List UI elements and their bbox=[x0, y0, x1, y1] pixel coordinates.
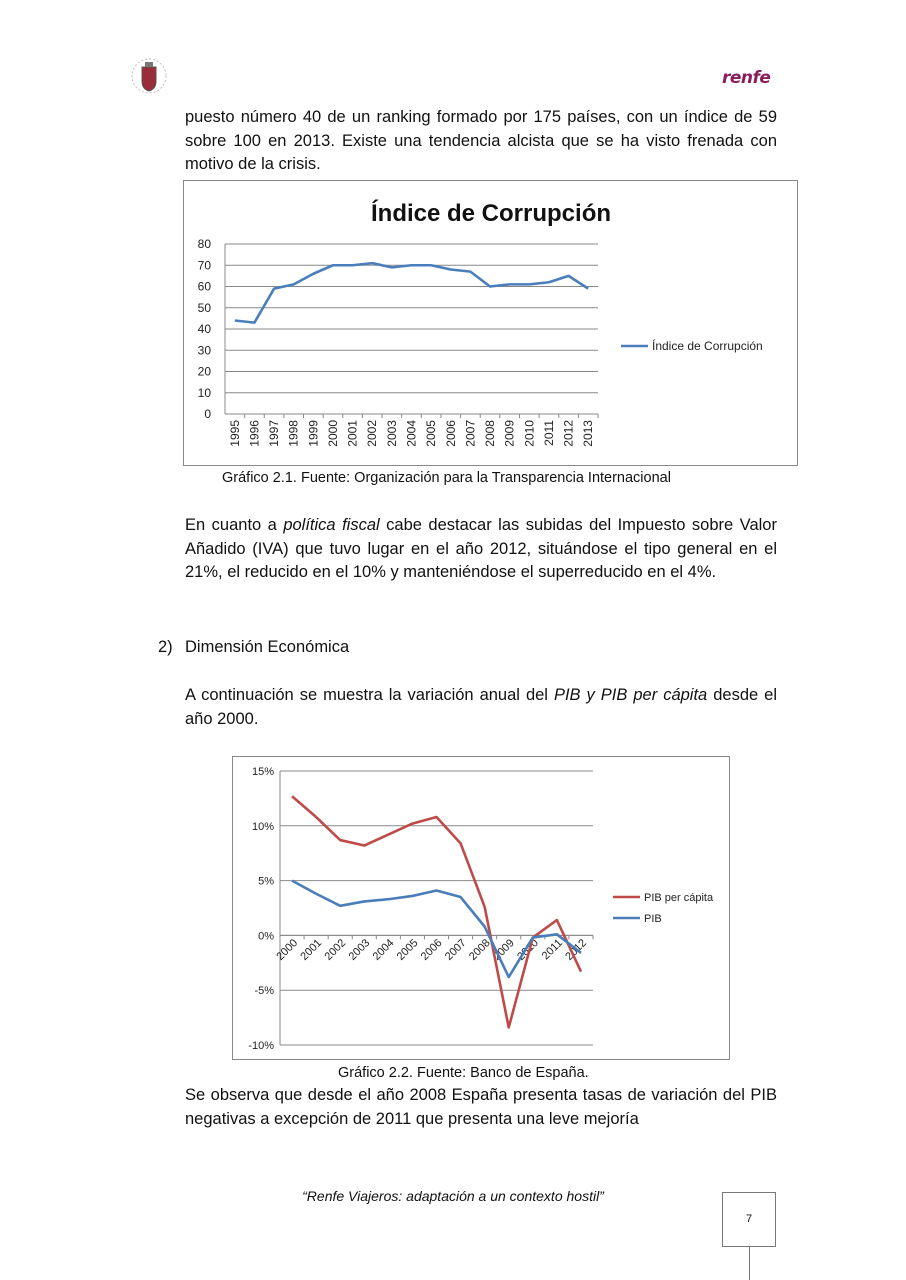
x-tick-label: 1998 bbox=[286, 420, 301, 447]
footer-quote: “Renfe Viajeros: adaptación a un contexto hostil” bbox=[302, 1188, 604, 1204]
x-tick-label: 2003 bbox=[346, 937, 373, 963]
x-tick-label: 2002 bbox=[365, 420, 380, 447]
y-tick-label: 80 bbox=[197, 237, 211, 251]
paragraph: Se observa que desde el año 2008 España presenta tasas de variación del PIB negativas a excepción de 2011 que presenta una leve mejoría bbox=[185, 1086, 777, 1128]
x-tick-label: 2010 bbox=[522, 420, 537, 447]
y-tick-label: 0% bbox=[258, 930, 274, 943]
chart-corruption-svg bbox=[184, 181, 797, 465]
x-tick-label: 2000 bbox=[325, 420, 340, 447]
y-tick-label: 10% bbox=[251, 820, 274, 833]
x-tick-label: 2009 bbox=[502, 420, 517, 447]
x-tick-label: 2007 bbox=[442, 937, 469, 963]
x-tick-label: 2004 bbox=[404, 420, 419, 447]
chart-title: Índice de Corrupción bbox=[370, 200, 612, 227]
x-tick-label: 2001 bbox=[345, 420, 360, 447]
legend-label: Índice de Corrupción bbox=[652, 339, 763, 353]
x-tick-label: 2007 bbox=[463, 420, 478, 447]
x-tick-label: 2011 bbox=[539, 937, 566, 963]
renfe-logo: renfe bbox=[722, 68, 771, 88]
text: cabe destacar las subidas del Impuesto sobre Valor Añadido (IVA) que tuvo lugar en el año 2012, situándose el tipo general en el 21%, el reducido en el 10% y manteniéndose el superreducido en el 4%. bbox=[185, 516, 777, 581]
y-tick-label: -10% bbox=[248, 1040, 274, 1052]
y-tick-label: 0 bbox=[204, 407, 211, 421]
x-tick-label: 1997 bbox=[267, 420, 282, 447]
x-tick-label: 2009 bbox=[491, 937, 517, 963]
chart-caption: Gráfico 2.1. Fuente: Organización para la Transparencia Internacional bbox=[222, 470, 671, 486]
y-tick-label: 50 bbox=[197, 300, 211, 315]
page-number: 7 bbox=[722, 1192, 776, 1247]
y-tick-label: 15% bbox=[251, 766, 274, 778]
text: A continuación se muestra la variación anual del bbox=[185, 686, 554, 704]
x-tick-label: 2012 bbox=[561, 420, 576, 447]
emphasis: política fiscal bbox=[283, 516, 380, 534]
chart-corruption bbox=[183, 180, 798, 466]
x-tick-label: 2003 bbox=[384, 420, 399, 447]
x-tick-label: 2000 bbox=[274, 937, 301, 963]
x-tick-label: 2001 bbox=[298, 937, 325, 963]
y-tick-label: 40 bbox=[197, 322, 211, 336]
x-tick-label: 2006 bbox=[418, 937, 445, 963]
y-tick-label: 5% bbox=[258, 875, 274, 888]
text: desde el año 2000. bbox=[185, 686, 778, 728]
x-tick-label: 1996 bbox=[247, 420, 262, 447]
x-tick-label: 2006 bbox=[443, 420, 458, 447]
text: En cuanto a bbox=[185, 516, 284, 534]
chart-caption: Gráfico 2.2. Fuente: Banco de España. bbox=[338, 1065, 589, 1081]
x-tick-label: 1995 bbox=[227, 420, 242, 447]
x-tick-label: 2011 bbox=[541, 420, 556, 446]
section-number: 2) bbox=[158, 638, 173, 656]
paragraph bbox=[185, 514, 777, 585]
x-tick-label: 2002 bbox=[322, 937, 349, 963]
y-tick-label: 30 bbox=[197, 343, 211, 358]
legend-label: PIB bbox=[644, 913, 662, 925]
series-line-pib-per-c-pita bbox=[292, 796, 581, 1027]
x-tick-label: 2005 bbox=[424, 420, 439, 447]
emphasis: PIB y PIB per cápita bbox=[553, 686, 708, 704]
university-crest-logo bbox=[130, 54, 168, 98]
section-heading bbox=[158, 636, 750, 660]
paragraph bbox=[185, 684, 777, 731]
chart-pib bbox=[232, 756, 730, 1060]
divider bbox=[749, 1246, 750, 1280]
series-line--ndice-de-corrupci-n bbox=[235, 263, 588, 323]
x-tick-label: 2008 bbox=[483, 420, 498, 447]
y-tick-label: 20 bbox=[197, 364, 211, 379]
chart-pib-svg bbox=[233, 757, 729, 1059]
section-title: Dimensión Económica bbox=[185, 638, 350, 656]
legend-label: PIB per cápita bbox=[644, 892, 714, 904]
y-tick-label: 10 bbox=[197, 385, 211, 400]
x-tick-label: 2004 bbox=[370, 937, 397, 963]
x-tick-label: 2008 bbox=[466, 937, 493, 963]
y-tick-label: 70 bbox=[197, 258, 211, 273]
x-tick-label: 2010 bbox=[515, 937, 541, 963]
x-tick-label: 1999 bbox=[306, 420, 321, 447]
x-tick-label: 2012 bbox=[563, 937, 590, 963]
y-tick-label: -5% bbox=[254, 985, 274, 998]
series-line-pib bbox=[292, 881, 581, 977]
paragraph: puesto número 40 de un ranking formado por 175 países, con un índice de 59 sobre 100 en 2013. Existe una tendencia alcista que se ha visto frenada con motivo de la crisis. bbox=[185, 108, 777, 173]
x-tick-label: 2013 bbox=[581, 420, 596, 447]
x-tick-label: 2005 bbox=[394, 937, 421, 963]
y-tick-label: 60 bbox=[197, 279, 211, 294]
